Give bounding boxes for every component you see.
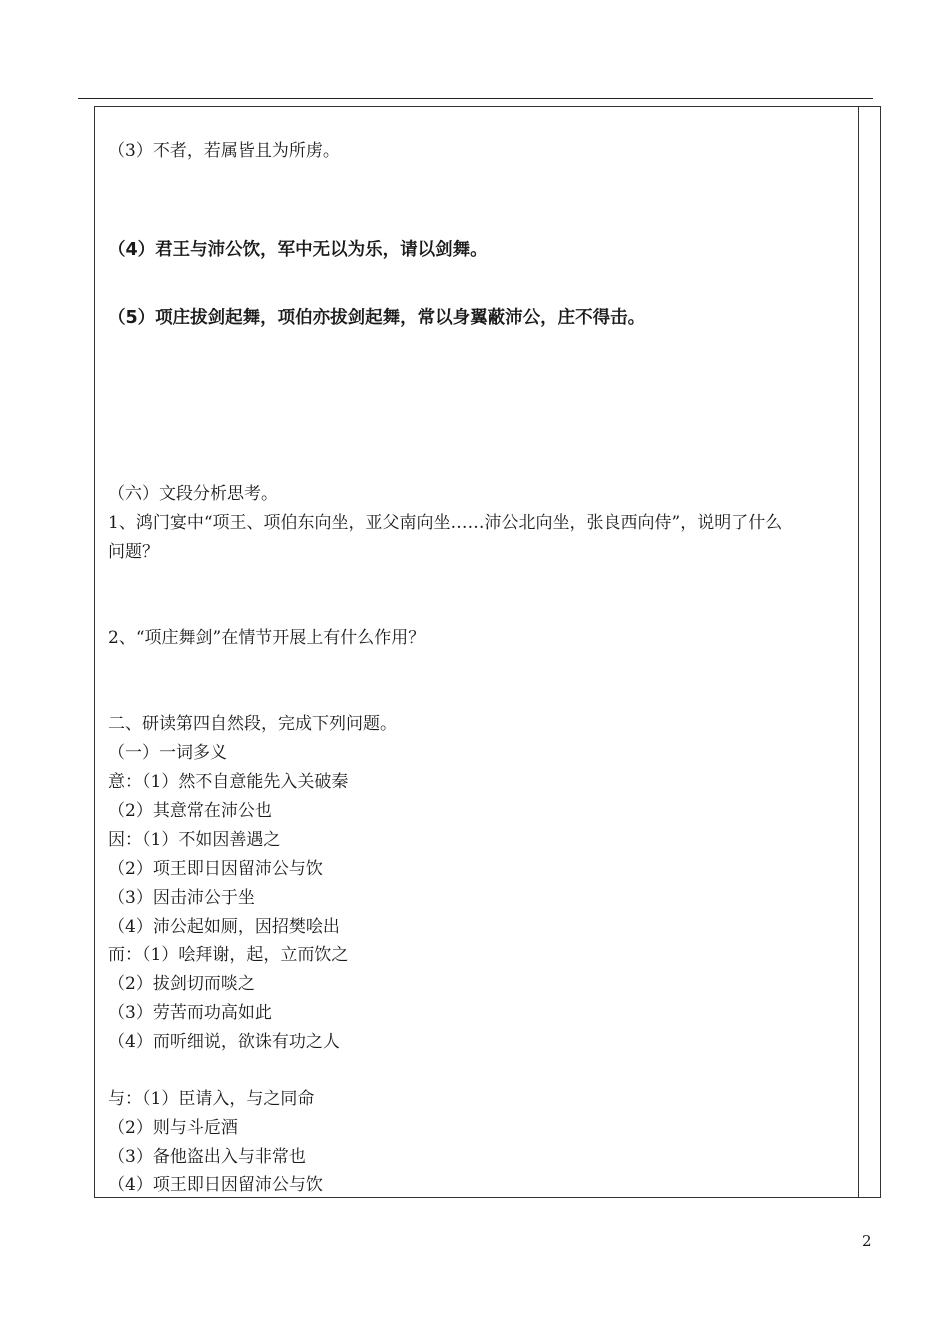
text-line-bold: （5）项庄拔剑起舞，项伯亦拔剑起舞，常以身翼蔽沛公，庄不得击。: [108, 308, 646, 328]
text-line-bold: （4）君王与沛公饮，军中无以为乐，请以剑舞。: [108, 240, 488, 260]
list-item: 而：（1）哙拜谢，起，立而饮之: [108, 945, 349, 965]
subsection-heading: （一）一词多义: [108, 743, 227, 763]
header-rule: [78, 98, 873, 99]
list-item: 因：（1）不如因善遇之: [108, 830, 281, 850]
list-item: （4）而听细说，欲诛有功之人: [108, 1032, 340, 1052]
list-item: 与：（1）臣请入，与之同命: [108, 1089, 315, 1109]
list-item: （2）项王即日因留沛公与饮: [108, 859, 323, 879]
list-item: （3）因击沛公于坐: [108, 888, 255, 908]
frame-inner-line: [858, 106, 859, 1198]
list-item: 意：（1）然不自意能先入关破秦: [108, 772, 349, 792]
list-item: （4）项王即日因留沛公与饮: [108, 1175, 323, 1195]
list-item: （2）则与斗卮酒: [108, 1118, 238, 1138]
section-heading: 二、研读第四自然段，完成下列问题。: [108, 714, 397, 734]
list-item: （3）劳苦而功高如此: [108, 1003, 272, 1023]
list-item: （3）备他盗出入与非常也: [108, 1147, 306, 1167]
text-line: （3）不者，若属皆且为所虏。: [108, 141, 340, 161]
list-item: （2）其意常在沛公也: [108, 801, 272, 821]
list-item: （4）沛公起如厕，因招樊哙出: [108, 917, 340, 937]
page-number: 2: [862, 1232, 872, 1250]
question-line: 2、“项庄舞剑”在情节开展上有什么作用？: [108, 628, 426, 648]
section-heading: （六）文段分析思考。: [108, 484, 278, 504]
question-line: 问题？: [108, 542, 159, 562]
question-line: 1、鸿门宴中“项王、项伯东向坐，亚父南向坐……沛公北向坐，张良西向侍”，说明了什么: [108, 513, 783, 533]
list-item: （2）拔剑切而啖之: [108, 974, 255, 994]
